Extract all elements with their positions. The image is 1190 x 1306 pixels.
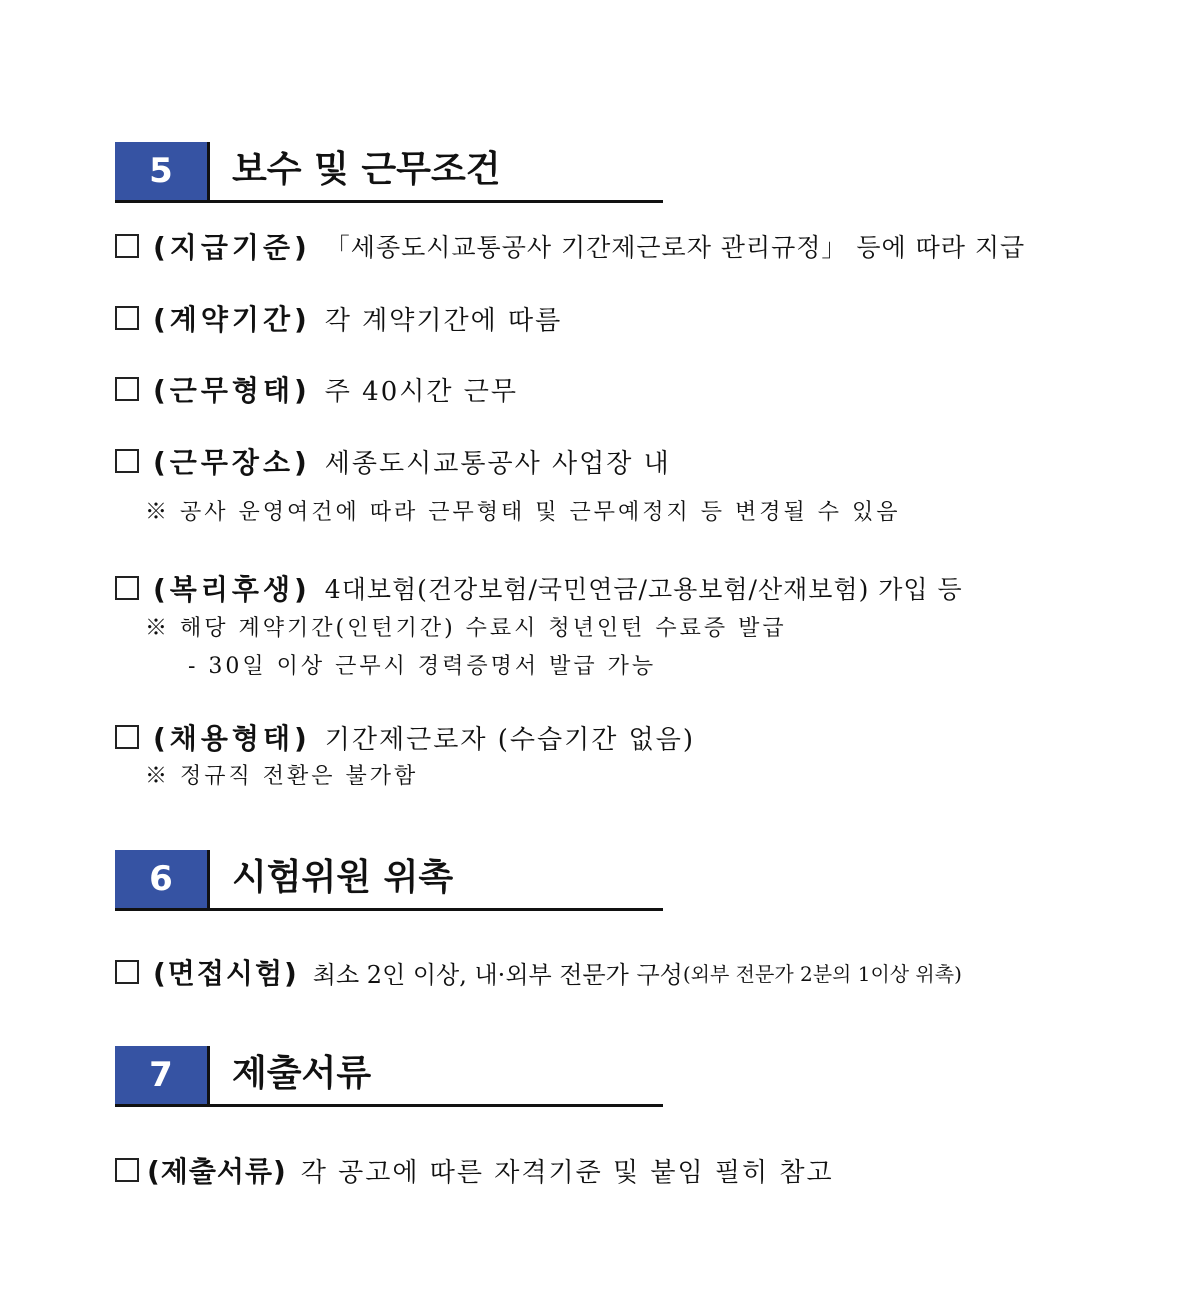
checkbox-icon <box>115 377 139 401</box>
item-content: 주 40시간 근무 <box>324 376 518 407</box>
item-content: 기간제근로자 (수습기간 없음) <box>324 724 696 755</box>
item-note: ※ 공사 운영여건에 따라 근무형태 및 근무예정지 등 변경될 수 있음 <box>145 500 901 525</box>
section-title: 시험위원 위촉 <box>232 857 454 898</box>
item-label: (복리후생) <box>153 573 311 606</box>
checkbox-icon <box>115 234 139 258</box>
item-content-note: (외부 전문가 2분의 1이상 위촉) <box>682 961 962 986</box>
list-item <box>115 441 671 481</box>
list-item <box>115 298 562 338</box>
section-header-5 <box>115 142 663 203</box>
item-label: (면접시험) <box>153 957 299 990</box>
item-content: 최소 2인 이상, 내·외부 전문가 구성 <box>312 960 683 989</box>
section-number-badge: 6 <box>115 850 210 908</box>
item-label: (채용형태) <box>153 722 311 755</box>
checkbox-icon <box>115 725 139 749</box>
item-content: 각 계약기간에 따름 <box>324 305 563 336</box>
item-content: 세종도시교통공사 사업장 내 <box>324 448 671 479</box>
item-label: (지급기준) <box>153 231 311 264</box>
item-label: (근무형태) <box>153 374 311 407</box>
list-item <box>115 952 962 992</box>
section-title: 보수 및 근무조건 <box>232 149 501 190</box>
item-label: (제출서류) <box>147 1155 287 1188</box>
checkbox-icon <box>115 306 139 330</box>
item-note: ※ 해당 계약기간(인턴기간) 수료시 청년인턴 수료증 발급 <box>145 616 787 641</box>
list-item <box>115 717 695 757</box>
item-content: 각 공고에 따른 자격기준 및 붙임 필히 참고 <box>300 1157 834 1188</box>
section-header-6 <box>115 850 663 911</box>
section-number-badge: 5 <box>115 142 210 200</box>
item-subnote: - 30일 이상 근무시 경력증명서 발급 가능 <box>188 654 657 679</box>
item-content: 4대보험(건강보험/국민연금/고용보험/산재보험) 가입 등 <box>324 575 963 604</box>
item-content: 「세종도시교통공사 기간제근로자 관리규정」 등에 따라 지급 <box>324 233 1026 262</box>
item-note: ※ 정규직 전환은 불가함 <box>145 764 419 789</box>
item-label: (근무장소) <box>153 446 311 479</box>
checkbox-icon <box>115 449 139 473</box>
list-item <box>115 369 518 409</box>
checkbox-icon <box>115 960 139 984</box>
checkbox-icon <box>115 1158 139 1182</box>
item-label: (계약기간) <box>153 303 311 336</box>
section-number-badge: 7 <box>115 1046 210 1104</box>
list-item <box>115 226 1025 266</box>
list-item <box>115 568 963 608</box>
checkbox-icon <box>115 576 139 600</box>
section-title: 제출서류 <box>232 1053 372 1094</box>
list-item <box>115 1150 834 1190</box>
section-header-7 <box>115 1046 663 1107</box>
